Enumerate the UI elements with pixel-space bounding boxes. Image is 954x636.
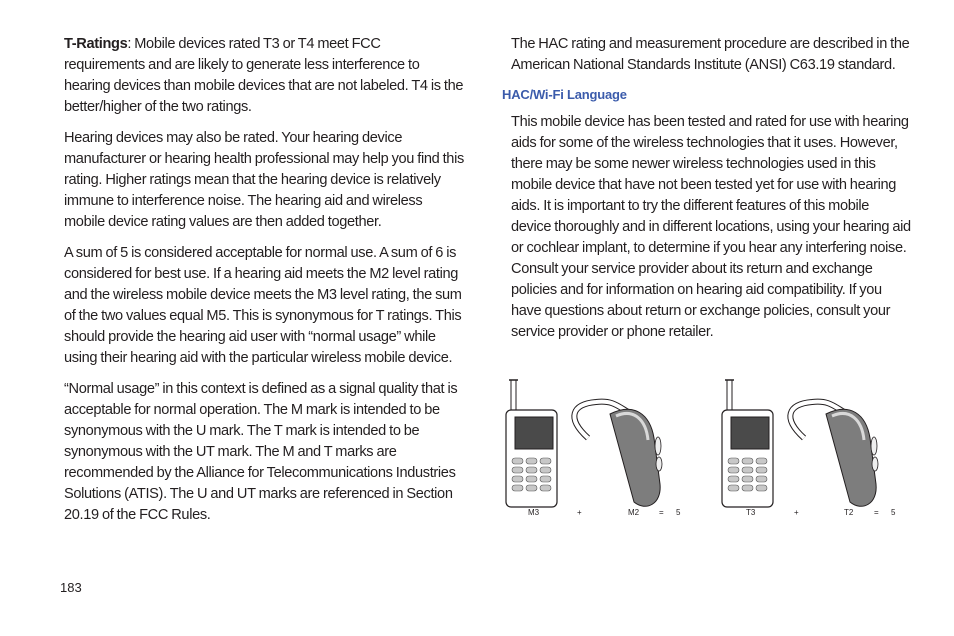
- phone-and-hearing-aid-illustration: [716, 376, 916, 526]
- equals-sign: =: [874, 508, 879, 517]
- t-ratings-text: : Mobile devices rated T3 or T4 meet FCC requirements and are likely to generate less interference to hearing devices than mobile devices that are not labeled. T4 is the better/higher of the two ratings.: [64, 36, 464, 115]
- hearing-aid-icon: [574, 402, 662, 507]
- hearing-aid-rating-label: T2: [844, 508, 854, 517]
- hearing-devices-paragraph: Hearing devices may also be rated. Your hearing device manufacturer or hearing health professional may help you find this rating. Higher ratings mean that the hearing device is relatively immune to interference noise. The hearing aid and wireless mobile device rating values are then added together.: [64, 130, 464, 230]
- phone-and-hearing-aid-illustration: [500, 376, 700, 526]
- hac-wifi-heading: HAC/Wi-Fi Language: [502, 87, 627, 102]
- rating-sum: 5: [676, 508, 681, 517]
- hearing-aid-rating-label: M2: [628, 508, 640, 517]
- plus-sign: +: [794, 508, 799, 517]
- right-column: [502, 34, 912, 353]
- page-number: 183: [60, 580, 82, 595]
- hearing-aid-icon: [790, 402, 878, 507]
- phone-rating-label: M3: [528, 508, 540, 517]
- hac-wifi-paragraph: This mobile device has been tested and rated for use with hearing aids for some of the wireless technologies that it uses. However, there may be some newer wireless technologies used in this mobile device that have not been tested yet for use with hearing aids. It is important to try the different features of this mobile device thoroughly and in different locations, using your hearing aid or cochlear implant, to determine if you hear any interfering noise. Consult your service provider about its return and exchange policies and for information on hearing aid compatibility. If you have questions about return or exchange policies, consult your service provider or phone retailer.: [511, 114, 911, 340]
- hac-figure-t-rating: [716, 376, 916, 531]
- t-ratings-term: T-Ratings: [64, 36, 128, 52]
- hac-figure-m-rating: [500, 376, 700, 531]
- t-ratings-paragraph: [64, 34, 464, 118]
- phone-rating-label: T3: [746, 508, 756, 517]
- sum-paragraph: A sum of 5 is considered acceptable for normal use. A sum of 6 is considered for best use. If a hearing aid meets the M2 level rating and the wireless mobile device meets the M3 level rating, the sum of the two values equal M5. This is synonymous for T ratings. This should provide the hearing aid user with “normal usage” while using their hearing aid with the particular wireless mobile device.: [64, 245, 462, 366]
- left-column: [64, 34, 464, 536]
- phone-icon: [506, 380, 557, 507]
- equals-sign: =: [659, 508, 664, 517]
- rating-sum: 5: [891, 508, 896, 517]
- hac-rating-paragraph: The HAC rating and measurement procedure are described in the American National Standards Institute (ANSI) C63.19 standard.: [511, 36, 910, 73]
- normal-usage-paragraph: “Normal usage” in this context is defined as a signal quality that is acceptable for normal operation. The M mark is intended to be synonymous with the U mark. The T mark is intended to be synonymous with the UT mark. The M and T marks are recommended by the Alliance for Telecommunications Industries Solutions (ATIS). The U and UT marks are referenced in Section 20.19 of the FCC Rules.: [64, 381, 458, 523]
- plus-sign: +: [577, 508, 582, 517]
- phone-icon: [722, 380, 773, 507]
